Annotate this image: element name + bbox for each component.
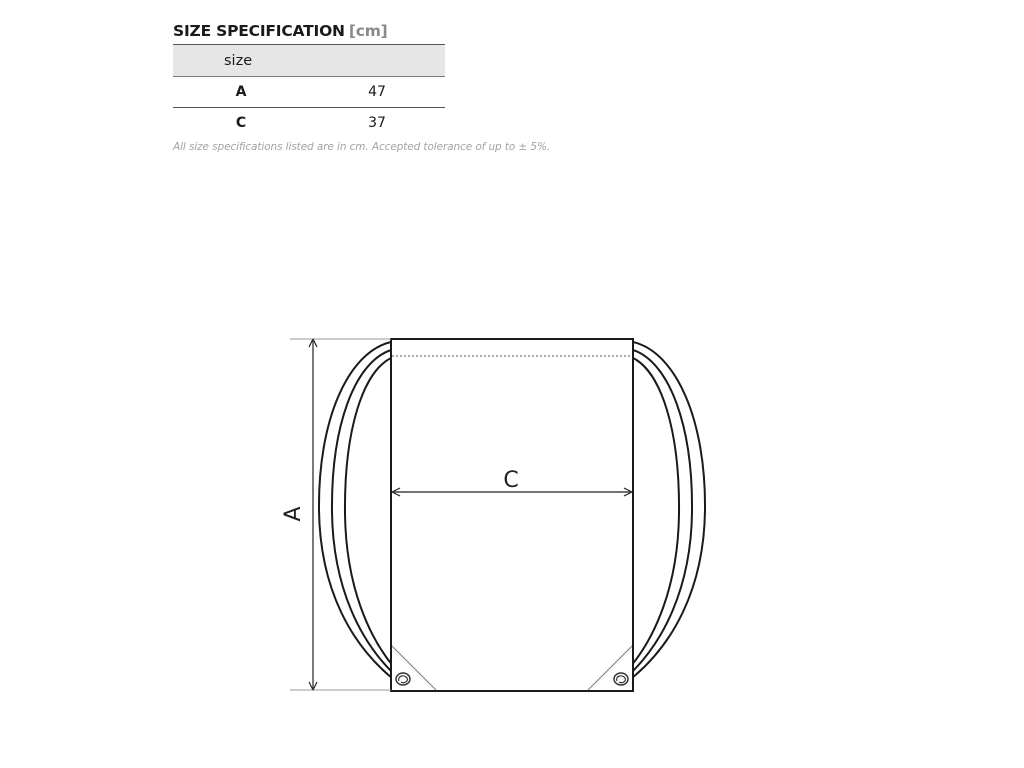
bag-body [391, 339, 633, 691]
table-header-size: size [224, 52, 253, 69]
right-drawstring [631, 342, 705, 678]
dimension-c-label: C [503, 468, 519, 493]
left-drawstring [319, 342, 393, 678]
tolerance-note: All size specifications listed are in cm. Accepted tolerance of up to ± 5%. [173, 141, 551, 153]
row-label: C [235, 115, 247, 131]
row-value: 47 [368, 84, 386, 100]
spec-title: SIZE SPECIFICATION [173, 22, 345, 40]
dimension-a-label: A [281, 506, 306, 522]
spec-unit: [cm] [348, 22, 388, 40]
row-label: A [235, 84, 247, 100]
row-value: 37 [368, 115, 386, 131]
